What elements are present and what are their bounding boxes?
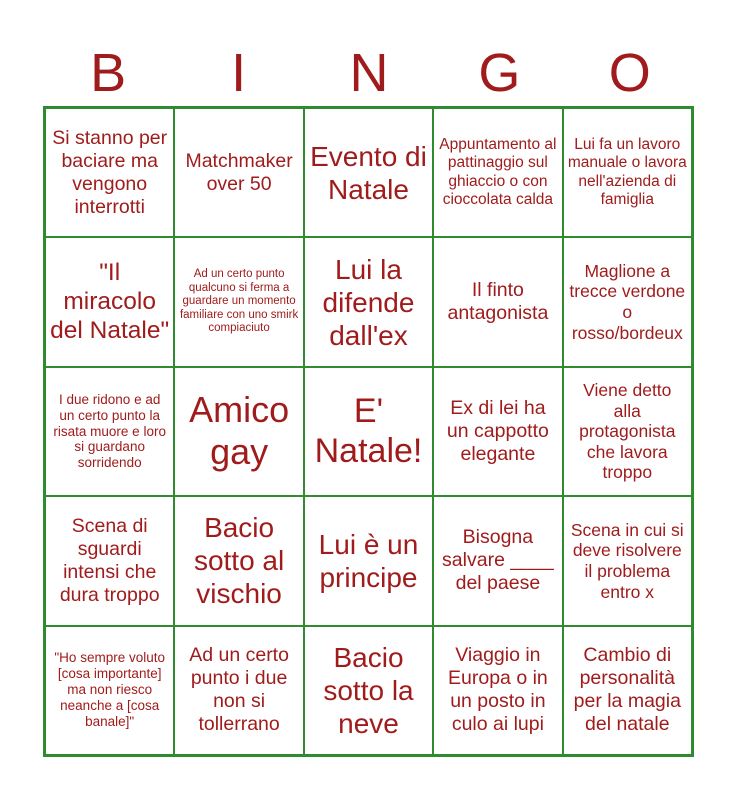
bingo-cell[interactable]: Ad un certo punto i due non si tollerrano	[174, 626, 303, 755]
bingo-cell[interactable]: Bisogna salvare ____ del paese	[433, 496, 562, 625]
bingo-cell[interactable]: Lui la difende dall'ex	[304, 237, 433, 366]
bingo-cell[interactable]: Amico gay	[174, 367, 303, 496]
bingo-cell[interactable]: Il finto antagonista	[433, 237, 562, 366]
bingo-cell[interactable]: Lui è un principe	[304, 496, 433, 625]
bingo-cell[interactable]: Ex di lei ha un cappotto elegante	[433, 367, 562, 496]
bingo-grid	[43, 106, 694, 757]
bingo-cell[interactable]: Bacio sotto al vischio	[174, 496, 303, 625]
header-letter-o: O	[608, 43, 651, 103]
bingo-cell[interactable]: "Ho sempre voluto [cosa importante] ma non riesco neanche a [cosa banale]"	[45, 626, 174, 755]
bingo-cell[interactable]: Cambio di personalità per la magia del natale	[563, 626, 692, 755]
bingo-header	[43, 38, 695, 108]
header-letter-i: I	[231, 43, 247, 103]
header-letter-b: B	[90, 43, 127, 103]
bingo-cell[interactable]: "Il miracolo del Natale"	[45, 237, 174, 366]
header-letter-n: N	[349, 43, 389, 103]
header-letter-g: G	[478, 43, 521, 103]
bingo-cell[interactable]: I due ridono e ad un certo punto la risata muore e loro si guardano sorridendo	[45, 367, 174, 496]
bingo-cell[interactable]: E' Natale!	[304, 367, 433, 496]
bingo-cell[interactable]: Scena di sguardi intensi che dura troppo	[45, 496, 174, 625]
bingo-cell[interactable]: Matchmaker over 50	[174, 108, 303, 237]
bingo-cell[interactable]: Viene detto alla protagonista che lavora troppo	[563, 367, 692, 496]
bingo-cell[interactable]: Maglione a trecce verdone o rosso/bordeux	[563, 237, 692, 366]
bingo-cell[interactable]: Viaggio in Europa o in un posto in culo ai lupi	[433, 626, 562, 755]
bingo-cell[interactable]: Scena in cui si deve risolvere il problema entro x	[563, 496, 692, 625]
bingo-cell[interactable]: Si stanno per baciare ma vengono interrotti	[45, 108, 174, 237]
bingo-cell[interactable]: Bacio sotto la neve	[304, 626, 433, 755]
bingo-cell[interactable]: Ad un certo punto qualcuno si ferma a guardare un momento familiare con uno smirk compiaciuto	[174, 237, 303, 366]
bingo-cell[interactable]: Evento di Natale	[304, 108, 433, 237]
bingo-cell[interactable]: Appuntamento al pattinaggio sul ghiaccio o con cioccolata calda	[433, 108, 562, 237]
bingo-cell[interactable]: Lui fa un lavoro manuale o lavora nell'azienda di famiglia	[563, 108, 692, 237]
